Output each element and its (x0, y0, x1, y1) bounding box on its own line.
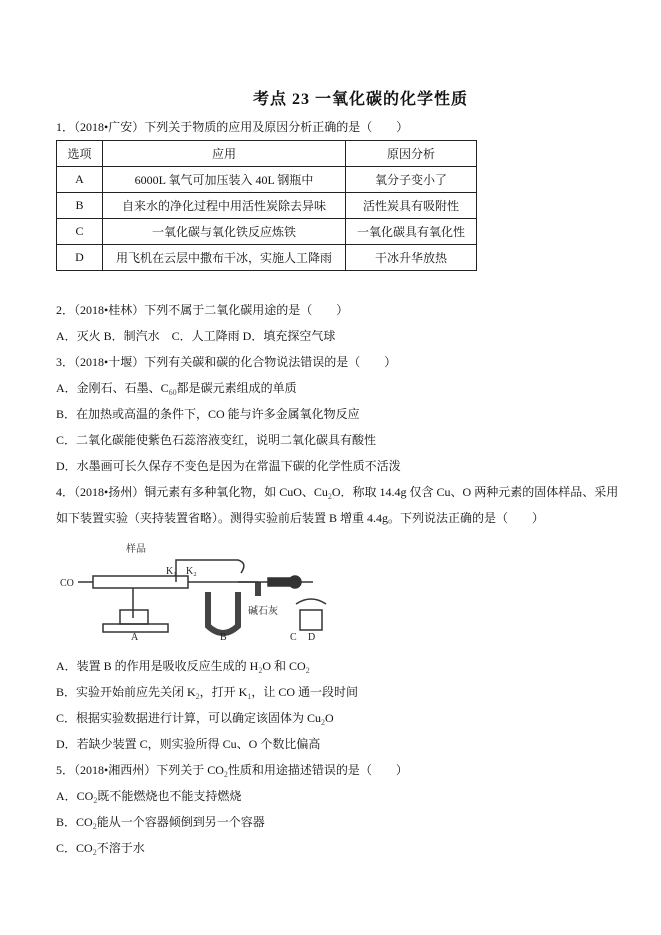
label-co: CO (60, 578, 74, 589)
label-a: A (131, 632, 139, 640)
text-segment: C．CO (56, 841, 93, 855)
text-segment: B．实验开始前应先关闭 K (56, 685, 196, 699)
experiment-apparatus-figure (58, 538, 348, 640)
table-row (57, 245, 477, 271)
subscript: 2 (223, 770, 228, 779)
table-cell: D (57, 245, 103, 271)
table-cell: 一氧化碳具有氧化性 (346, 219, 477, 245)
text-segment: ，打开 K (199, 685, 248, 699)
subscript: 60 (168, 388, 177, 397)
text-segment: C．根据实验数据进行计算，可以确定该固体为 Cu (56, 711, 322, 725)
text-line (56, 302, 348, 318)
subscript: 2 (93, 796, 98, 805)
question-1-table (56, 140, 477, 271)
subscript: 1 (247, 692, 252, 701)
question-1-stem (56, 119, 408, 135)
text-line (56, 328, 335, 344)
text-line (56, 658, 310, 679)
text-segment: 既不能燃烧也不能支持燃烧 (97, 789, 242, 803)
text-line (56, 510, 544, 526)
subscript: 2 (321, 718, 326, 727)
subscript: 2 (305, 666, 310, 675)
table-cell: 氧分子变小了 (346, 167, 477, 193)
text-segment: B．在加热或高温的条件下，CO 能与许多金属氧化物反应 (56, 407, 360, 421)
table-row (57, 193, 477, 219)
text-line (56, 736, 320, 752)
text-line (56, 840, 145, 861)
label-c: C (290, 632, 297, 640)
text-segment: A．CO (56, 789, 94, 803)
text-line (56, 684, 358, 705)
table-cell: A (57, 167, 103, 193)
subscript: 2 (327, 492, 332, 501)
table-header-row (57, 141, 477, 167)
text-line (56, 710, 334, 731)
table-cell: B (57, 193, 103, 219)
text-segment: 性质和用途描述错误的是（ ） (227, 763, 408, 777)
text-segment: A．装置 B 的作用是吸收反应生成的 H (56, 659, 259, 673)
text-segment: D．若缺少装置 C，则实验所得 Cu、O 个数比偏高 (56, 737, 321, 751)
label-d: D (308, 632, 316, 640)
text-segment: 都是碳元素组成的单质 (176, 381, 297, 395)
text-segment: 5．（2018•湘西州）下列关于 CO (56, 763, 224, 777)
label-soda-lime: 碱石灰 (248, 606, 278, 617)
subscript: 2 (258, 666, 263, 675)
text-segment: ，让 CO 通一段时间 (251, 685, 359, 699)
text-segment: 1．（2018•广安）下列关于物质的应用及原因分析正确的是（ ） (56, 120, 409, 134)
text-segment: B．CO (56, 815, 93, 829)
table-row (57, 219, 477, 245)
text-line (56, 458, 401, 474)
text-line (56, 484, 618, 505)
text-segment: D．水墨画可长久保存不变色是因为在常温下碳的化学性质不活泼 (56, 459, 401, 473)
text-segment: O (325, 711, 334, 725)
table-header: 应用 (103, 141, 346, 167)
table-header: 选项 (57, 141, 103, 167)
text-line (56, 762, 408, 783)
lamp-d (300, 610, 322, 630)
table-cell: 干冰升华放热 (346, 245, 477, 271)
stand-base (103, 624, 168, 632)
text-segment: 2．（2018•桂林）下列不属于二氧化碳用途的是（ ） (56, 303, 349, 317)
subscript: 2 (92, 822, 97, 831)
text-segment: O．称取 14.4g 仅含 Cu、O 两种元素的固体样品、采用 (331, 485, 619, 499)
table-cell: 用飞机在云层中撒布干冰，实施人工降雨 (103, 245, 346, 271)
text-line (56, 432, 376, 448)
text-segment: 3．（2018•十堰）下列有关碳和碳的化合物说法错误的是（ ） (56, 355, 397, 369)
text-line (56, 380, 297, 401)
tube-a (93, 576, 188, 588)
text-line (56, 354, 396, 370)
text-line (56, 814, 265, 835)
table-cell: 自来水的净化过程中用活性炭除去异味 (103, 193, 346, 219)
text-line (56, 406, 360, 422)
table-row (57, 167, 477, 193)
subscript: 2 (92, 848, 97, 857)
page-title: 考点 23 一氧化碳的化学性质 (252, 91, 468, 108)
text-line (56, 788, 241, 809)
text-segment: 4．（2018•扬州）铜元素有多种氧化物，如 CuO、Cu (56, 485, 328, 499)
table-cell: C (57, 219, 103, 245)
table-cell: 6000L 氧气可加压装入 40L 钢瓶中 (103, 167, 346, 193)
text-segment: 如下装置实验（夹持装置省略）。测得实验前后装置 B 增重 4.4g。下列说法正确的是（ ） (56, 511, 545, 525)
label-k1: K₁ (166, 566, 177, 577)
subscript: 2 (195, 692, 200, 701)
text-segment: O 和 CO (262, 659, 306, 673)
text-segment: 不溶于水 (96, 841, 145, 855)
text-segment: A．金刚石、石墨、C (56, 381, 169, 395)
table-header: 原因分析 (346, 141, 477, 167)
text-segment: C．二氧化碳能使紫色石蕊溶液变红，说明二氧化碳具有酸性 (56, 433, 377, 447)
label-sample: 样品 (126, 544, 146, 555)
table-cell: 活性炭具有吸附性 (346, 193, 477, 219)
text-segment: 能从一个容器倾倒到另一个容器 (96, 815, 265, 829)
label-k2: K₂ (186, 566, 197, 577)
table-cell: 一氧化碳与氧化铁反应炼铁 (103, 219, 346, 245)
text-segment: A．灭火 B．制汽水 C．人工降雨 D．填充探空气球 (56, 329, 336, 343)
label-b: B (220, 632, 227, 640)
